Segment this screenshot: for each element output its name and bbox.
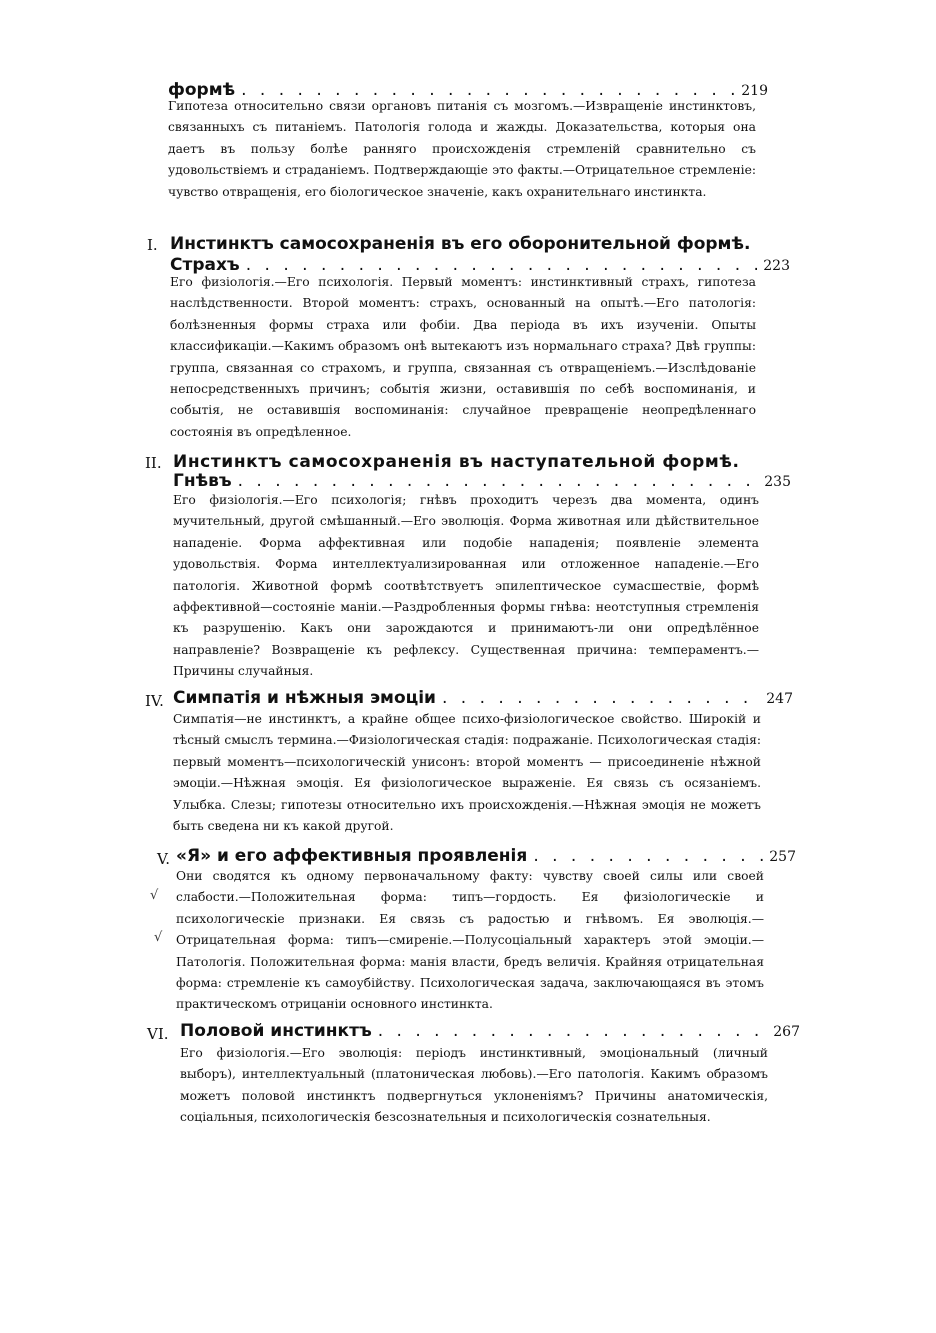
margin-check-mark: √ (150, 888, 159, 903)
chapter-4-numeral: IV. (145, 692, 164, 710)
chapter-5-numeral: V. (157, 850, 170, 868)
chapter-2-page-number: 235 (764, 474, 791, 490)
chapter-4-title: Симпатія и нѣжныя эмоціи (173, 688, 436, 708)
chapter-1-title-line1: Инстинктъ самосохраненія въ его оборонительной формѣ. (170, 234, 751, 254)
chapter-2-title-line1: Инстинктъ самосохраненія въ наступательной формѣ. (173, 452, 740, 472)
chapter-6-numeral: VI. (147, 1025, 169, 1043)
chapter-6-page-number: 267 (773, 1024, 800, 1040)
chapter-6-description: Его физіологія.—Его эволюція: періодъ инстинктивный, эмоціональный (личный выборъ), интеллектуальный (платоническая любовь).—Его патологія. Какимъ образомъ можетъ половой инстинктъ подвергнуться уклоненіямъ? Причины анатомическія, соціальныя, психологическія безсознательныя и психологическія сознательныя. (180, 1046, 768, 1125)
chapter-4-page-number: 247 (766, 691, 793, 707)
leader-dots (442, 688, 760, 708)
leader-dots (533, 846, 763, 866)
continued-description: Гипотеза относительно связи органовъ питанія съ мозгомъ.—Извращеніе инстинктовъ, связанныхъ съ питаніемъ. Патологія голода и жажды. Доказательства, которыя она даетъ въ пользу болѣе ранняго происхожденія стремленій сравнительно съ удовольствіемъ и страданіемъ. Подтверждающіе это факты.—Отрицательное стремленіе: чувство отвращенія, его біологическое значеніе, какъ охранительнаго инстинкта. (168, 99, 756, 199)
chapter-6-title-row (180, 1021, 800, 1045)
leader-dots (378, 1021, 768, 1041)
chapter-5-title: «Я» и его аффективныя проявленія (176, 846, 528, 866)
chapter-1-numeral: I. (147, 236, 158, 254)
continued-page-number: 219 (741, 83, 768, 99)
chapter-5-description: Они сводятся къ одному первоначальному факту: чувству своей силы или своей слабости.—Положительная форма: типъ—гордость. Ея физіологическіе и психологическіе признаки. Ея связь съ радостью и гнѣвомъ. Ея эволюція.—Отрицательная форма: типъ—смиреніе.—Полусоціальный характеръ этой эмоціи.—Патологія. Положительная форма: манія власти, бредъ величія. Крайняя отрицательная форма: стремленіе къ самоубійству. Психологическая задача, заключающаяся въ этомъ практическомъ отрицаніи основного инстинкта. (176, 869, 764, 1012)
margin-check-mark: √ (154, 930, 163, 945)
chapter-6-title: Половой инстинктъ (180, 1021, 372, 1041)
chapter-2-description: Его физіологія.—Его психологія; гнѣвъ проходитъ черезъ два момента, одинъ мучительный, другой смѣшанный.—Его эволюція. Форма животная или дѣйствительное нападеніе. Форма аффективная или подобіе нападенія; появленіе элемента удовольствія. Форма интеллектуализированная или отложенное нападеніе.—Его патологія. Животной формѣ соотвѣтствуетъ эпилептическое сумасшествіе, формѣ аффективной—состояніе маніи.—Раздробленныя формы гнѣва: неотступныя стремленія къ разрушенію. Какъ они зарождаются и принимаютъ-ли они опредѣлённое направленіе? Возвращеніе къ рефлексу. Существенная причина: темпераментъ.—Причины случайныя. (173, 493, 759, 679)
chapter-1-page-number: 223 (763, 258, 790, 274)
chapter-1-title-line2: Страхъ (170, 255, 240, 275)
chapter-2-numeral: II. (145, 454, 162, 472)
continued-heading-title: формѣ (168, 80, 236, 100)
leader-dots (238, 471, 759, 491)
chapter-1-description: Его физіологія.—Его психологія. Первый моментъ: инстинктивный страхъ, гипотеза наслѣдственности. Второй моментъ: страхъ, основанный на опытѣ.—Его патологія: болѣзненныя формы страха или фобіи. Два періода въ ихъ изученіи. Опыты классификаціи.—Какимъ образомъ онѣ вытекаютъ изъ нормальнаго страха? Двѣ группы: группа, связанная со страхомъ, и группа, связанная съ отвращеніемъ.—Изслѣдованіе непосредственныхъ причинъ; событія жизни, оставившія по себѣ воспоминанія, и событія, не оставившія воспоминанія: случайное превращеніе неопредѣленнаго состоянія въ опредѣленное. (170, 275, 756, 439)
chapter-5-page-number: 257 (769, 849, 796, 865)
chapter-2-title-line2: Гнѣвъ (173, 471, 232, 491)
chapter-4-description: Симпатія—не инстинктъ, а крайне общее психо-физіологическое свойство. Широкій и тѣсный смыслъ термина.—Физіологическая стадія: подражаніе. Психологическая стадія: первый моментъ—психологическій унисонъ: второй моментъ — присоединеніе нѣжной эмоціи.—Нѣжная эмоція. Ея физіологическое выраженіе. Ея связь съ осязаніемъ. Улыбка. Слезы; гипотезы относительно ихъ происхожденія.—Нѣжная эмоція не можетъ быть сведена ни къ какой другой. (173, 712, 761, 834)
